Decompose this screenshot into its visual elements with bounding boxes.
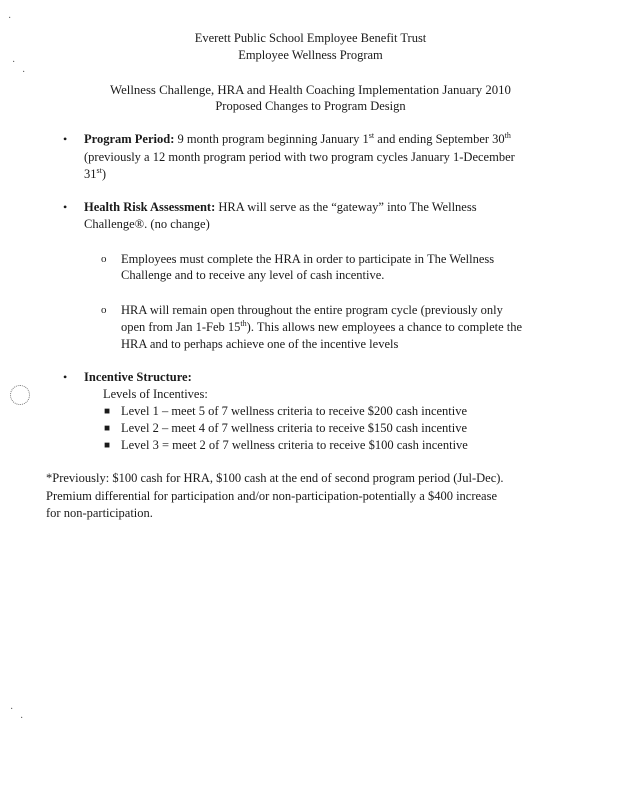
hra-line-2: Challenge®. (no change) — [84, 217, 210, 231]
scan-speck: · — [8, 13, 12, 24]
footnote-line-1: *Previously: $100 cash for HRA, $100 cash at the end of second program period (Jul-Dec). — [46, 471, 504, 485]
footnote-line-3: for non-participation. — [46, 506, 153, 520]
header-line-1: Everett Public School Employee Benefit Trust — [194, 31, 427, 45]
scan-speck: · — [12, 57, 16, 68]
incentive-levels-heading: Levels of Incentives: — [103, 387, 208, 401]
program-period-line-1 — [84, 131, 594, 148]
program-period-line3-sup: st — [96, 165, 102, 175]
scan-speck: · — [22, 67, 26, 78]
program-period-line-3 — [84, 166, 106, 183]
program-period-label: Program Period: — [84, 132, 175, 146]
sub-bullet-circle: o — [101, 253, 107, 265]
hra-sub2-line2-b: ). This allows new employees a chance to complete the — [246, 320, 523, 334]
hra-line-1 — [84, 199, 477, 216]
header-line-4: Proposed Changes to Program Design — [215, 99, 406, 113]
incentive-level-3: Level 3 = meet 2 of 7 wellness criteria to receive $100 cash incentive — [121, 438, 468, 452]
program-period-text-a: 9 month program beginning January 1 — [174, 132, 369, 146]
program-period-line3-end: ) — [101, 167, 107, 181]
hra-label: Health Risk Assessment: — [84, 200, 216, 214]
program-period-line3-text: 31 — [84, 167, 97, 181]
program-period-text-b: and ending September 30 — [374, 132, 505, 146]
footnote-line-2: Premium differential for participation and/or non-participation-potentially a $400 increase — [46, 489, 498, 503]
incentive-level-2: Level 2 – meet 4 of 7 wellness criteria to receive $150 cash incentive — [121, 421, 468, 435]
scan-speck: · — [10, 704, 14, 715]
sub-bullet-circle: o — [101, 304, 107, 316]
hra-sub2-line-1: HRA will remain open throughout the entire program cycle (previously only — [121, 303, 503, 317]
scan-speck: · — [20, 713, 24, 724]
incentive-label: Incentive Structure: — [84, 370, 192, 384]
hra-text: HRA will serve as the “gateway” into The Wellness — [215, 200, 477, 214]
bullet-dot: • — [63, 132, 68, 146]
incentive-level-1: Level 1 – meet 5 of 7 wellness criteria to receive $200 cash incentive — [121, 404, 468, 418]
square-bullet: ■ — [104, 406, 111, 417]
square-bullet: ■ — [104, 423, 111, 434]
scan-hole-punch — [10, 385, 30, 405]
hra-sub1-line-2: Challenge and to receive any level of cash incentive. — [121, 268, 385, 282]
header-line-2: Employee Wellness Program — [238, 48, 383, 62]
program-period-sup-a: st — [368, 130, 375, 140]
bullet-dot: • — [63, 370, 68, 384]
bullet-dot: • — [63, 200, 68, 214]
square-bullet: ■ — [104, 440, 111, 451]
hra-sub2-line-3: HRA and to perhaps achieve one of the incentive levels — [121, 337, 399, 351]
program-period-sup-b: th — [504, 130, 511, 140]
header-line-3: Wellness Challenge, HRA and Health Coaching Implementation January 2010 — [110, 83, 511, 97]
hra-sub1-line-1: Employees must complete the HRA in order to participate in The Wellness — [121, 252, 495, 266]
hra-sub2-line2-a: open from Jan 1-Feb 15 — [121, 320, 241, 334]
program-period-line-2: (previously a 12 month program period with two program cycles January 1-December — [84, 150, 515, 164]
hra-sub2-line2-sup: th — [240, 318, 247, 328]
hra-sub2-line-2 — [121, 319, 522, 336]
